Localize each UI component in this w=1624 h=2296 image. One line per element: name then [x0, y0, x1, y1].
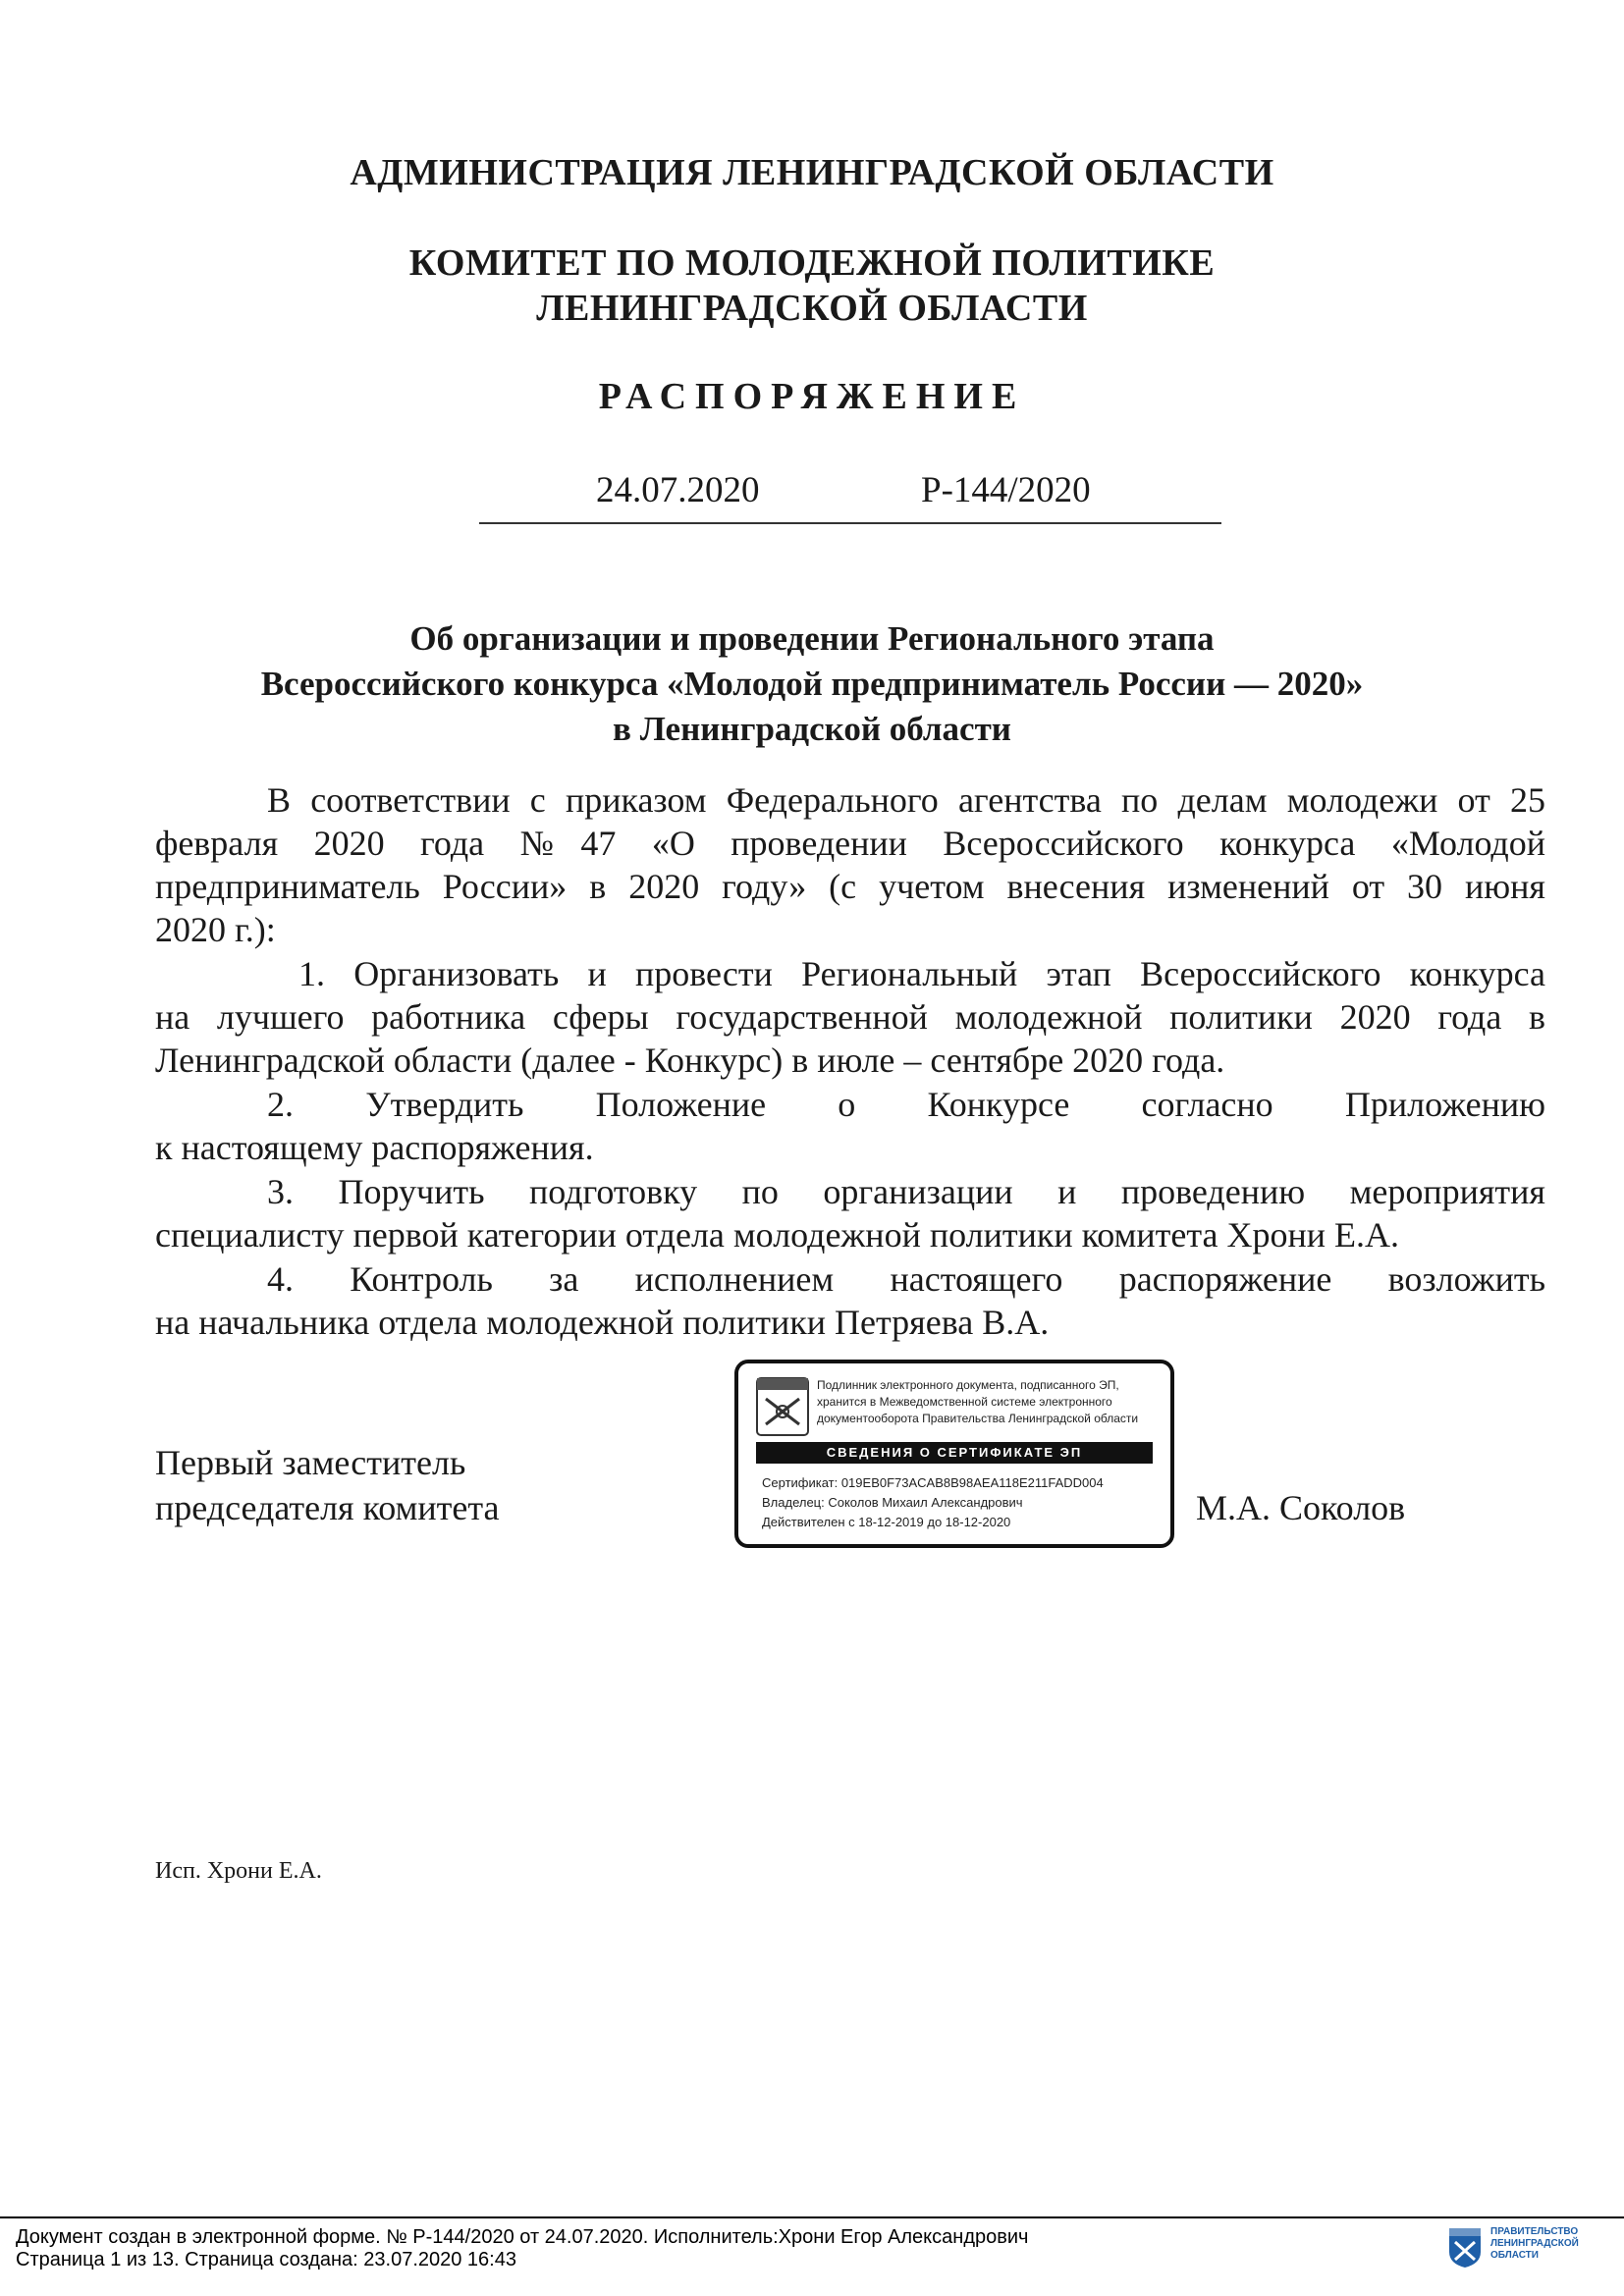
stamp-text-line2: хранится в Межведомственной системе электронного	[817, 1395, 1112, 1409]
document-date: 24.07.2020	[596, 470, 760, 510]
stamp-description	[817, 1377, 1170, 1427]
intro-line-3: предприниматель России» в 2020 году» (с учетом внесения изменений от 30 июня	[155, 867, 1545, 906]
signatory-position-line1: Первый заместитель	[155, 1443, 466, 1482]
stamp-text-line3: документооборота Правительства Ленинградской области	[817, 1412, 1139, 1425]
government-logo-icon	[1447, 2226, 1483, 2269]
intro-line-4: 2020 г.):	[155, 910, 276, 949]
stamp-banner: СВЕДЕНИЯ О СЕРТИФИКАТЕ ЭП	[756, 1442, 1153, 1464]
electronic-signature-stamp	[734, 1360, 1174, 1548]
footer-line2: Страница 1 из 13. Страница создана: 23.07.2020 16:43	[16, 2249, 516, 2270]
logo-text-line3: ОБЛАСТИ	[1490, 2250, 1539, 2261]
item3-line-2: специалисту первой категории отдела молодежной политики комитета Хрони Е.А.	[155, 1215, 1400, 1255]
committee-heading-line1: КОМИТЕТ ПО МОЛОДЕЖНОЙ ПОЛИТИКЕ	[408, 242, 1216, 284]
date-number-underline	[479, 522, 1221, 524]
item2-line-1: 2. Утвердить Положение о Конкурсе согласно Приложению	[267, 1085, 1545, 1124]
item3-line-1: 3. Поручить подготовку по организации и проведению мероприятия	[267, 1172, 1545, 1211]
title-line-2: Всероссийского конкурса «Молодой предприниматель России — 2020»	[260, 665, 1364, 703]
item1-line-2: на лучшего работника сферы государственной молодежной политики 2020 года в	[155, 997, 1545, 1037]
footer-line1: Документ создан в электронной форме. № Р-144/2020 от 24.07.2020. Исполнитель:Хрони Егор Александрович	[16, 2226, 1029, 2248]
administration-heading: АДМИНИСТРАЦИЯ ЛЕНИНГРАДСКОЙ ОБЛАСТИ	[350, 152, 1274, 193]
intro-line-1: В соответствии с приказом Федерального агентства по делам молодежи от 25	[267, 780, 1545, 820]
document-title	[0, 616, 1624, 752]
stamp-validity: Действителен с 18-12-2019 до 18-12-2020	[762, 1515, 1011, 1529]
document-number: Р-144/2020	[921, 470, 1091, 510]
stamp-certificate: Сертификат: 019EB0F73ACAB8B98AEA118E211FADD004	[762, 1475, 1104, 1490]
document-type-heading: РАСПОРЯЖЕНИЕ	[598, 376, 1026, 417]
item1-line-1: 1. Организовать и провести Региональный этап Всероссийского конкурса	[298, 954, 1545, 993]
item1-line-3: Ленинградской области (далее - Конкурс) в июле – сентябре 2020 года.	[155, 1041, 1225, 1080]
signatory-position-line2: председателя комитета	[155, 1488, 500, 1527]
title-line-3: в Ленинградской области	[613, 710, 1011, 748]
government-logo-text	[1490, 2226, 1579, 2262]
signatory-name: М.А. Соколов	[1196, 1488, 1406, 1527]
stamp-details	[762, 1473, 1104, 1532]
intro-line-2: февраля 2020 года №47 «О проведении Всероссийского конкурса «Молодой	[155, 824, 1545, 863]
logo-text-line1: ПРАВИТЕЛЬСТВО	[1490, 2226, 1579, 2237]
title-line-1: Об организации и проведении Регионального этапа	[409, 619, 1215, 658]
executor-note: Исп. Хрони Е.А.	[155, 1858, 322, 1884]
footer-divider	[0, 2216, 1624, 2218]
item2-line-2: к настоящему распоряжения.	[155, 1128, 594, 1167]
item4-line-2: на начальника отдела молодежной политики Петряева В.А.	[155, 1303, 1050, 1342]
coat-of-arms-icon	[756, 1377, 809, 1436]
item4-line-1: 4. Контроль за исполнением настоящего распоряжение возложить	[267, 1259, 1545, 1299]
stamp-text-line1: Подлинник электронного документа, подписанного ЭП,	[817, 1378, 1119, 1392]
committee-heading-line2: ЛЕНИНГРАДСКОЙ ОБЛАСТИ	[536, 288, 1088, 329]
logo-text-line2: ЛЕНИНГРАДСКОЙ	[1490, 2238, 1579, 2249]
stamp-owner: Владелец: Соколов Михаил Александрович	[762, 1495, 1023, 1510]
